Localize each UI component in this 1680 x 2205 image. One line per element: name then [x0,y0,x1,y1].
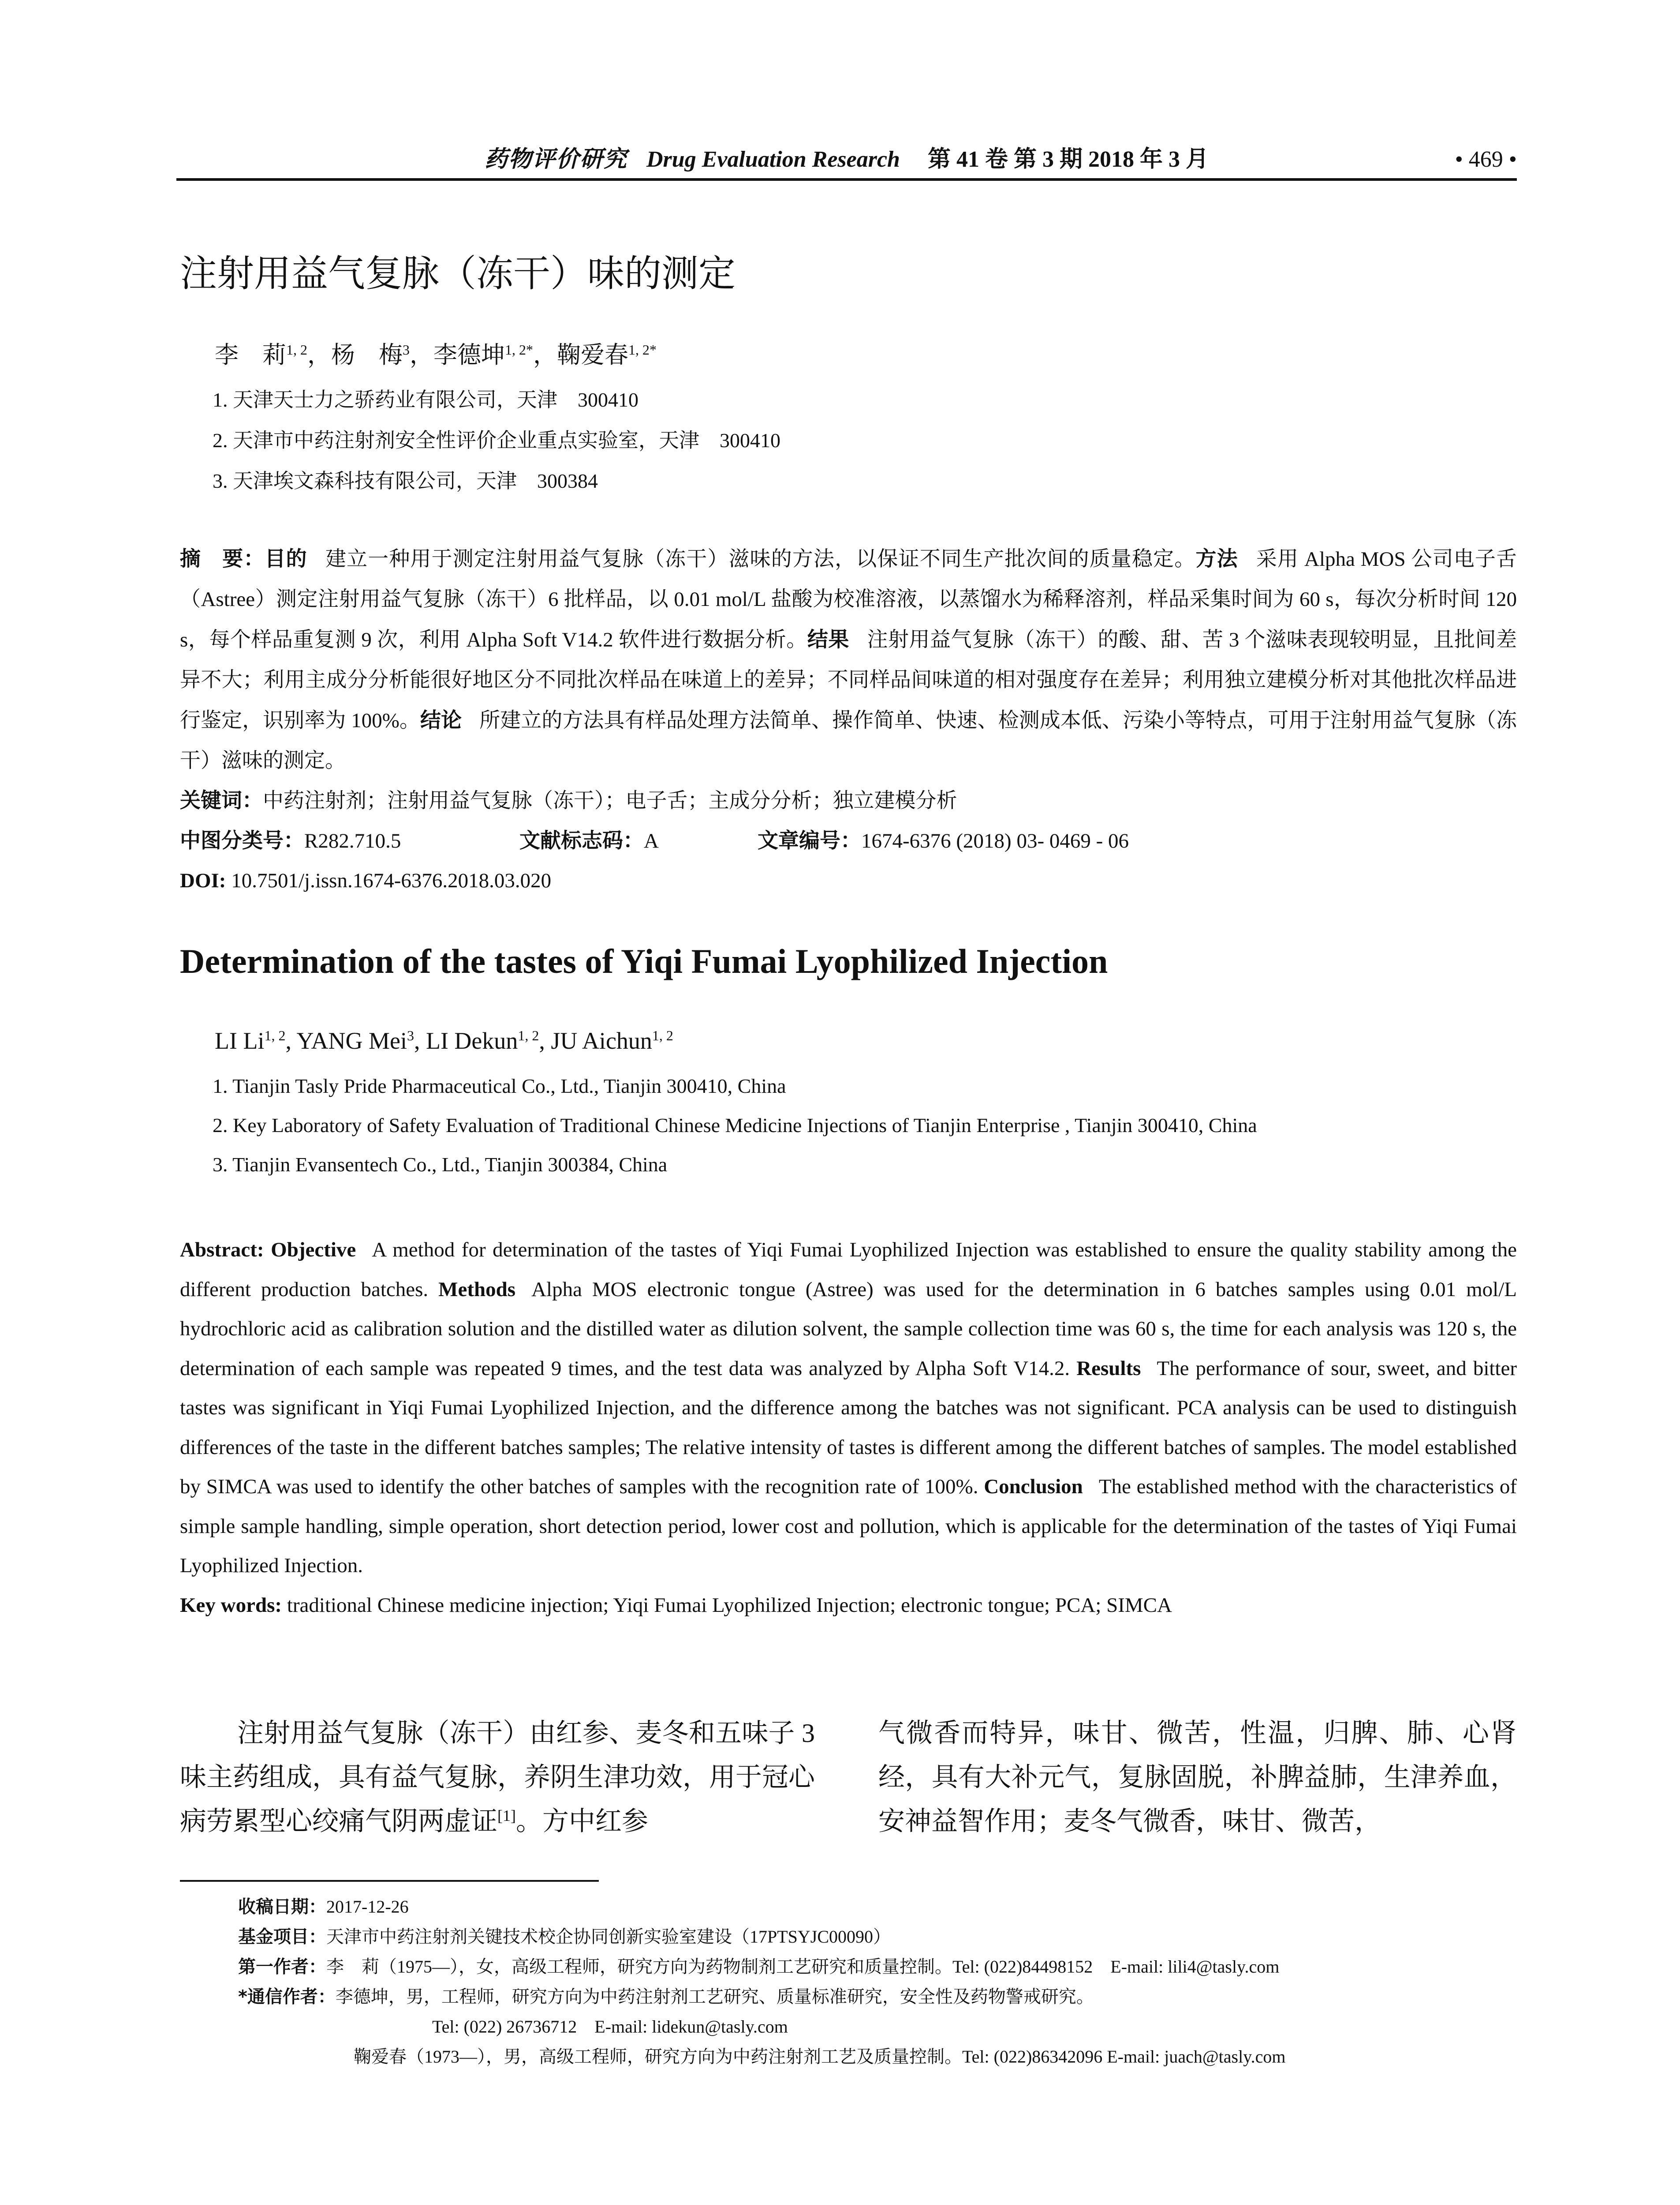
cn-author: 李德坤$^{1, 2*}$， [433,342,557,368]
en-objective-text: A method for determination of the tastes of Yiqi Fumai Lyophilized Injection was established to ensure the quality stability among the different production batches. [180,1238,1517,1301]
cn-author: 杨 梅$^3$， [331,342,433,368]
clc-number: 中图分类号：R282.710.5 [180,829,401,853]
cn-methods-text: 采用 Alpha MOS 公司电子舌（Astree）测定注射用益气复脉（冻干）6 批样品，以 0.01 mol/L 盐酸为校准溶液，以蒸馏水为稀释溶剂，样品采集时间为 60 s，每次分析时间 120 s，每个样品重复测 9 次，利用 Alpha Soft V14.2 软件进行数据分析。 [180,548,1517,651]
cn-objective-text: 建立一种用于测定注射用益气复脉（冻干）滋味的方法，以保证不同生产批次间的质量稳定。 [325,548,1196,571]
cn-conclusion-label: 结论 [420,708,462,733]
en-author: JU Aichun$^{1, 2}$ [551,1028,673,1054]
footnote-corresponding-contact: Tel: (022) 26736712 E-mail: lidekun@tasly.com [432,2017,788,2037]
cn-author: 鞠爱春$^{1, 2*}$ [557,342,657,368]
cn-author-list [215,337,657,373]
footnote-fund: 基金项目：天津市中药注射剂关键技术校企协同创新实验室建设（17PTSYJC00090） [238,1927,891,1947]
cn-keywords [180,781,957,821]
footnotes [238,1892,1286,2072]
footnote-first-author: 第一作者：李 莉（1975—），女，高级工程师，研究方向为药物制剂工艺研究和质量控制。Tel: (022)84498152 E-mail: lili4@tasly.com [238,1957,1280,1977]
en-methods-label: Methods [438,1278,516,1301]
header-rule [176,178,1517,181]
en-author-list [215,1023,673,1058]
cn-results-label: 结果 [807,628,849,652]
body-left-text: 注射用益气复脉（冻干）由红参、麦冬和五味子 3 味主药组成，具有益气复脉，养阴生津功效，用于冠心病劳累型心绞痛气阴两虚证 [180,1719,815,1836]
en-abstract-label: Abstract: [180,1238,264,1261]
en-affiliation: 3. Tianjin Evansentech Co., Ltd., Tianjin 300384, China [213,1153,668,1176]
cn-methods-label: 方法 [1195,547,1238,571]
footnote-second-corresponding: 鞠爱春（1973—），男，高级工程师，研究方向为中药注射剂工艺及质量控制。Tel: (022)86342096 E-mail: juach@tasly.com [354,2047,1286,2067]
cn-abstract [180,539,1517,781]
cn-affiliation: 2. 天津市中药注射剂安全性评价企业重点实验室，天津 300410 [213,429,780,452]
en-abstract [180,1230,1517,1625]
cn-objective-label: 目的 [265,547,307,571]
cn-results-text: 注射用益气复脉（冻干）的酸、甜、苦 3 个滋味表现较明显，且批间差异不大；利用主成分分析能很好地区分不同批次样品在味道上的差异；不同样品间味道的相对强度存在差异；利用独立建模分析对其他批次样品进行鉴定，识别率为 100%。 [180,628,1517,732]
en-title: Determination of the tastes of Yiqi Fumai Lyophilized Injection [180,942,1108,980]
doi-label: DOI: [180,869,226,892]
running-header [176,142,1517,177]
en-methods-text: Alpha MOS electronic tongue (Astree) was used for the determination in 6 batches samples using 0.01 mol/L hydrochloric acid as calibration solution and the distilled water as dilution solvent, the sample collection time was 60 s, the time for each analysis was 120 s, the determination of each sample was repeated 9 times, and the test data was analyzed by Alpha Soft V14.2. [180,1278,1517,1380]
en-affiliation: 1. Tianjin Tasly Pride Pharmaceutical Co., Ltd., Tianjin 300410, China [213,1075,786,1097]
en-conclusion-text: The established method with the characteristics of simple sample handling, simple operation, short detection period, lower cost and pollution, which is applicable for the determination of the tastes of Yiqi Fumai Lyophilized Injection. [180,1475,1517,1577]
cn-classification [180,821,1129,861]
en-keywords-label: Key words: [180,1593,282,1617]
cn-conclusion-text: 所建立的方法具有样品处理方法简单、操作简单、快速、检测成本低、污染小等特点，可用于注射用益气复脉（冻干）滋味的测定。 [180,709,1517,772]
en-objective-label: Objective [271,1238,356,1261]
cn-abstract-label: 摘 要： [180,547,265,571]
en-affiliation: 2. Key Laboratory of Safety Evaluation of Traditional Chinese Medicine Injections of Tianjin Enterprise , Tianjin 300410, China [213,1114,1257,1136]
en-results-label: Results [1076,1357,1141,1380]
footnote-received: 收稿日期：2017-12-26 [238,1897,409,1917]
doi-value: 10.7501/j.issn.1674-6376.2018.03.020 [231,869,552,892]
document-code: 文献标志码：A [519,829,659,853]
cn-affiliation: 1. 天津天士力之骄药业有限公司，天津 300410 [213,389,638,411]
body-left-tail: 。方中红参 [515,1807,648,1836]
footnote-rule [180,1880,599,1882]
journal-name-en: Drug Evaluation Research [646,147,900,172]
en-author: LI Dekun$^{1, 2}$, [426,1028,551,1054]
header-journal-info [176,142,1517,177]
page-number: • 469 • [1455,147,1517,172]
cn-affiliation: 3. 天津埃文森科技有限公司，天津 300384 [213,470,598,492]
doi [180,861,551,901]
en-keywords-text: traditional Chinese medicine injection; Yiqi Fumai Lyophilized Injection; electronic tongue; PCA; SIMCA [287,1593,1172,1617]
cn-author: 李 莉$^{1, 2}$， [215,342,331,368]
en-results-text: The performance of sour, sweet, and bitter tastes was significant in Yiqi Fumai Lyophilized Injection, and the difference among the batches was not significant. PCA analysis can be used to distinguish differences of the taste in the different batches samples; The relative intensity of tastes is different among the different batches of samples. The model established by SIMCA was used to identify the other batches of samples with the recognition rate of 100%. [180,1357,1517,1498]
cn-affiliation-list [213,385,780,506]
en-author: LI Li$^{1, 2}$, [215,1028,297,1054]
body-column-left [180,1711,815,1843]
issue-info: 第 41 卷 第 3 期 2018 年 3 月 [927,147,1209,172]
journal-logo: 药物评价研究 [484,147,627,172]
footnote-corresponding: *通信作者：李德坤，男，工程师，研究方向为中药注射剂工艺研究、质量标准研究，安全性及药物警戒研究。 [238,1987,1094,2007]
en-author: YANG Mei$^3$, [296,1028,426,1054]
cn-keywords-label: 关键词： [180,789,263,813]
en-affiliation-list [213,1071,1257,1188]
cn-keywords-text: 中药注射剂；注射用益气复脉（冻干）；电子舌；主成分分析；独立建模分析 [263,789,957,812]
reference-citation[interactable]: [1] [497,1807,516,1824]
body-column-right: 气微香而特异，味甘、微苦，性温，归脾、肺、心肾经，具有大补元气，复脉固脱，补脾益肺，生津养血，安神益智作用；麦冬气微香，味甘、微苦， [878,1719,1517,1836]
en-conclusion-label: Conclusion [984,1475,1083,1498]
article-number: 文章编号：1674-6376 (2018) 03- 0469 - 06 [758,829,1129,853]
cn-title: 注射用益气复脉（冻干）味的测定 [180,252,736,295]
